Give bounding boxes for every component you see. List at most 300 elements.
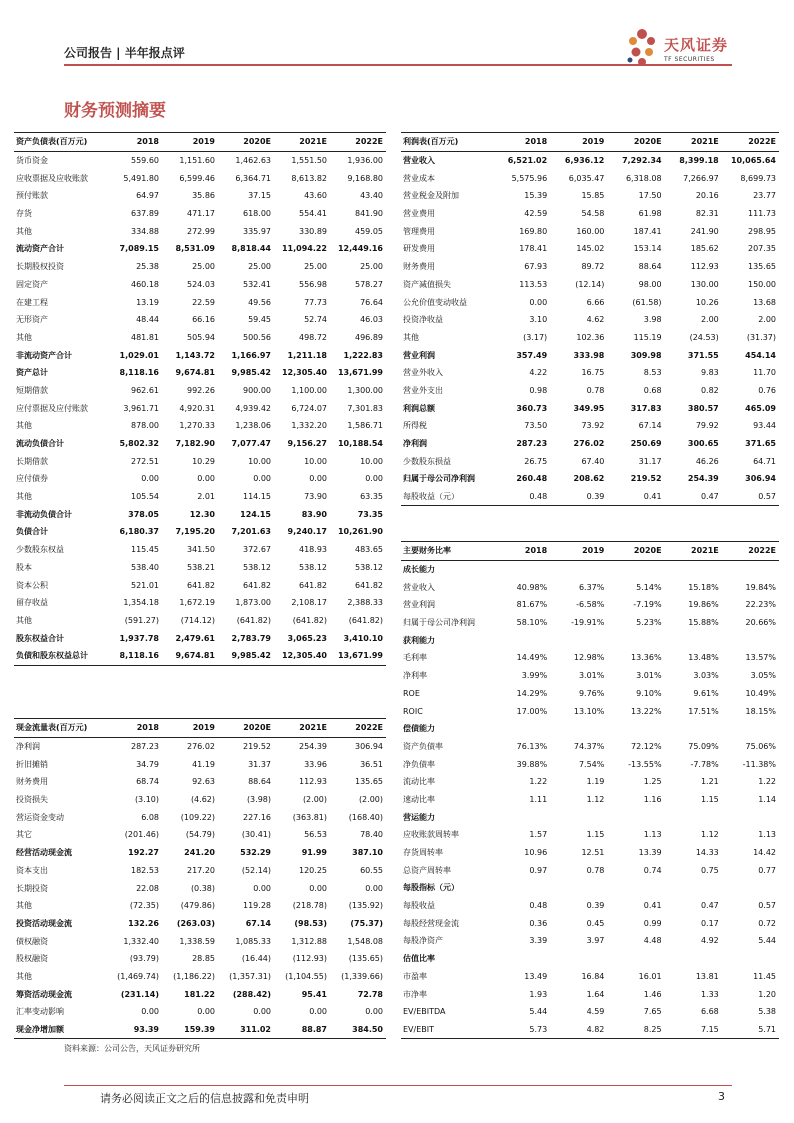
cell-value: 67.40 bbox=[581, 456, 605, 466]
table-row bbox=[401, 985, 779, 1003]
cell-value: 105.54 bbox=[131, 492, 159, 502]
cell-value: 12,305.40 bbox=[281, 368, 327, 378]
cell-value: 1,100.00 bbox=[291, 385, 327, 395]
cell-value: 13,671.99 bbox=[330, 647, 386, 665]
cash-flow-table bbox=[14, 718, 386, 1039]
cell-value: 0.48 bbox=[493, 488, 550, 506]
row-label: 长期借款 bbox=[16, 456, 48, 466]
column-header: 2019 bbox=[162, 133, 218, 152]
cell-value: 63.35 bbox=[360, 492, 383, 502]
cell-value: 42.59 bbox=[524, 209, 548, 219]
cell-value: 33.96 bbox=[304, 759, 327, 769]
row-label: 市盈率 bbox=[403, 971, 427, 981]
cell-value: 7,201.63 bbox=[231, 527, 271, 537]
cell-value: 13.10% bbox=[573, 706, 605, 716]
cell-value: -7.19% bbox=[633, 600, 662, 610]
cell-value: 13.57% bbox=[745, 653, 776, 663]
table-row bbox=[14, 1021, 386, 1039]
row-label: 折旧摊销 bbox=[16, 759, 48, 769]
cell-value: 538.12 bbox=[243, 562, 271, 572]
cell-value: 538.40 bbox=[131, 562, 159, 572]
cell-value: 1,270.33 bbox=[179, 421, 215, 431]
table-row bbox=[401, 667, 779, 685]
row-label: 应收票据及应收账款 bbox=[16, 173, 88, 183]
row-label: 筹资活动现金流 bbox=[16, 989, 72, 999]
row-label: 营业收入 bbox=[403, 582, 435, 592]
cell-value: 1,143.72 bbox=[175, 350, 215, 360]
cell-value: 378.05 bbox=[128, 509, 159, 519]
cell-value: (24.53) bbox=[689, 332, 719, 342]
row-label: 少数股东权益 bbox=[16, 545, 64, 555]
table-row bbox=[401, 897, 779, 915]
table-title: 现金流量表(百万元) bbox=[14, 719, 106, 738]
cell-value bbox=[665, 879, 722, 897]
cell-value bbox=[493, 879, 550, 897]
table-row bbox=[14, 364, 386, 382]
cell-value: 7,195.20 bbox=[175, 527, 215, 537]
column-header: 2022E bbox=[330, 133, 386, 152]
income_statement-grid bbox=[401, 132, 779, 506]
cell-value: 0.17 bbox=[700, 918, 719, 928]
cell-value: 0.00 bbox=[253, 1007, 271, 1017]
cell-value: 5.73 bbox=[493, 1021, 550, 1039]
cell-value: 219.52 bbox=[630, 474, 662, 484]
table-row bbox=[401, 452, 779, 470]
cell-value: 0.00 bbox=[253, 883, 271, 893]
cell-value bbox=[550, 879, 607, 897]
cell-value: 73.90 bbox=[304, 492, 327, 502]
row-label: 汇率变动影响 bbox=[16, 1007, 64, 1017]
cell-value: 10,065.64 bbox=[730, 156, 776, 166]
row-label: 非流动负债合计 bbox=[16, 509, 72, 519]
cell-value: 13.39 bbox=[638, 848, 662, 858]
cell-value: 371.55 bbox=[687, 350, 719, 360]
cell-value: 335.97 bbox=[243, 226, 271, 236]
cell-value: 111.73 bbox=[748, 209, 776, 219]
cell-value bbox=[607, 720, 664, 738]
cell-value: 460.18 bbox=[131, 279, 159, 289]
row-label: 每股收益（元） bbox=[401, 488, 493, 506]
cell-value: 1,332.40 bbox=[123, 936, 159, 946]
cell-value bbox=[665, 560, 722, 578]
cell-value: 371.65 bbox=[745, 439, 776, 449]
cell-value: 4,939.42 bbox=[235, 403, 271, 413]
cell-value: 76.64 bbox=[360, 297, 383, 307]
table-row bbox=[401, 329, 779, 347]
cell-value: 521.01 bbox=[131, 580, 159, 590]
row-label: 少数股东损益 bbox=[403, 456, 451, 466]
cell-value: 13.36% bbox=[631, 653, 662, 663]
cell-value: 641.82 bbox=[243, 580, 271, 590]
cell-value: 0.41 bbox=[607, 488, 664, 506]
cell-value: 67.93 bbox=[524, 262, 548, 272]
cell-value: 9.83 bbox=[700, 368, 719, 378]
cell-value bbox=[665, 808, 722, 826]
cell-value: (4.62) bbox=[190, 795, 215, 805]
cell-value bbox=[722, 808, 779, 826]
cell-value: 287.23 bbox=[131, 742, 159, 752]
cell-value: 88.64 bbox=[638, 262, 662, 272]
cell-value: 3.97 bbox=[586, 936, 605, 946]
cell-value: 77.73 bbox=[304, 297, 327, 307]
cell-value: 0.00 bbox=[529, 297, 548, 307]
cell-value: 19.84% bbox=[745, 582, 776, 592]
cell-value: 41.19 bbox=[192, 759, 215, 769]
table-row bbox=[14, 293, 386, 311]
cell-value: (714.12) bbox=[180, 615, 215, 625]
cell-value: 3,961.71 bbox=[123, 403, 159, 413]
cell-value: 6,035.47 bbox=[568, 173, 605, 183]
cell-value: 124.15 bbox=[240, 509, 271, 519]
cell-value: 130.00 bbox=[690, 279, 719, 289]
cell-value: 219.52 bbox=[243, 742, 271, 752]
cell-value: (93.79) bbox=[129, 954, 159, 964]
row-label: 管理费用 bbox=[403, 226, 435, 236]
cell-value: 0.47 bbox=[700, 901, 719, 911]
cell-value: 1.22 bbox=[529, 777, 548, 787]
row-label: 市净率 bbox=[403, 989, 427, 999]
cell-value: 309.98 bbox=[630, 350, 662, 360]
cell-value: 46.26 bbox=[695, 456, 719, 466]
cell-value: 0.47 bbox=[665, 488, 722, 506]
cell-value: 169.80 bbox=[519, 226, 548, 236]
cell-value: 5.14% bbox=[636, 582, 662, 592]
table-row bbox=[401, 791, 779, 809]
cell-value: 618.00 bbox=[243, 209, 271, 219]
cell-value: 178.41 bbox=[519, 244, 548, 254]
cell-value: 841.90 bbox=[355, 209, 383, 219]
cell-value: (1,339.66) bbox=[341, 971, 383, 981]
cell-value: 276.02 bbox=[573, 439, 605, 449]
cell-value: 1.12 bbox=[700, 830, 719, 840]
cell-value: 68.74 bbox=[136, 777, 159, 787]
cell-value: 35.86 bbox=[192, 191, 215, 201]
cell-value: 9.76% bbox=[578, 688, 605, 698]
cell-value: 8,118.16 bbox=[119, 368, 159, 378]
cell-value: 227.16 bbox=[243, 812, 271, 822]
row-label: 营业费用 bbox=[403, 209, 435, 219]
row-label: 现金净增加额 bbox=[14, 1021, 106, 1039]
cell-value: 9.10% bbox=[636, 688, 662, 698]
cell-value: 4,920.31 bbox=[179, 403, 215, 413]
cell-value: (16.44) bbox=[241, 954, 271, 964]
cell-value: 76.13% bbox=[516, 741, 548, 751]
cell-value: 115.19 bbox=[633, 332, 662, 342]
row-label: 总资产周转率 bbox=[403, 865, 451, 875]
table-row bbox=[401, 169, 779, 187]
cell-value: 72.78 bbox=[357, 989, 383, 999]
cell-value: 64.71 bbox=[753, 456, 776, 466]
row-label: 财务费用 bbox=[403, 262, 435, 272]
cell-value: 10.29 bbox=[192, 456, 215, 466]
table-row bbox=[401, 844, 779, 862]
cell-value: 330.89 bbox=[299, 226, 327, 236]
cell-value: 25.00 bbox=[304, 262, 327, 272]
cell-value: 34.79 bbox=[136, 759, 159, 769]
table-row bbox=[401, 950, 779, 968]
table-row bbox=[14, 862, 386, 880]
table-row bbox=[14, 594, 386, 612]
table-header-row bbox=[14, 719, 386, 738]
cell-value bbox=[550, 560, 607, 578]
cell-value: 0.00 bbox=[253, 474, 271, 484]
row-label: ROE bbox=[403, 688, 420, 698]
row-label: 长期投资 bbox=[16, 883, 48, 893]
cell-value: 334.88 bbox=[131, 226, 159, 236]
cell-value: 3.99% bbox=[521, 671, 548, 681]
cell-value: 559.60 bbox=[131, 156, 159, 166]
table-row bbox=[401, 596, 779, 614]
cell-value: 317.83 bbox=[630, 403, 662, 413]
table-row bbox=[401, 222, 779, 240]
cell-value: 1.11 bbox=[529, 794, 548, 804]
cell-value: 6.68 bbox=[700, 1007, 719, 1017]
cell-value: 3,410.10 bbox=[343, 633, 383, 643]
source-note: 资料来源：公司公告，天风证券研究所 bbox=[64, 1044, 200, 1053]
table-row bbox=[14, 808, 386, 826]
table-row bbox=[401, 720, 779, 738]
income-statement-table bbox=[401, 132, 779, 506]
cell-value: 1.25 bbox=[643, 777, 662, 787]
cell-value: 349.95 bbox=[573, 403, 605, 413]
cell-value: 9,674.81 bbox=[162, 647, 218, 665]
cell-value: 2,388.33 bbox=[347, 598, 383, 608]
cell-value: 4.22 bbox=[529, 368, 548, 378]
cell-value bbox=[493, 720, 550, 738]
cell-value: (3.10) bbox=[134, 795, 159, 805]
column-header: 2022E bbox=[330, 719, 386, 738]
section-title: 财务预测摘要 bbox=[64, 101, 166, 121]
cell-value: 22.08 bbox=[136, 883, 159, 893]
cell-value: (54.79) bbox=[185, 830, 215, 840]
cell-value: 524.03 bbox=[187, 279, 215, 289]
column-header: 2018 bbox=[106, 133, 162, 152]
cell-value: 46.03 bbox=[360, 315, 383, 325]
table-row bbox=[14, 276, 386, 294]
cell-value: 60.55 bbox=[360, 865, 383, 875]
cell-value bbox=[607, 631, 664, 649]
cell-value: 0.72 bbox=[758, 918, 776, 928]
row-label: 股本 bbox=[16, 562, 32, 572]
cell-value: 14.49% bbox=[516, 653, 548, 663]
cell-value bbox=[722, 720, 779, 738]
cell-value: 2,783.79 bbox=[231, 633, 271, 643]
row-label: 经营活动现金流 bbox=[16, 848, 72, 858]
cell-value: 15.85 bbox=[581, 191, 605, 201]
cell-value: 260.48 bbox=[516, 474, 548, 484]
table-row bbox=[14, 258, 386, 276]
cell-value: 900.00 bbox=[243, 385, 271, 395]
table-row bbox=[401, 968, 779, 986]
cell-value: (641.82) bbox=[292, 615, 327, 625]
cell-value: 159.39 bbox=[162, 1021, 218, 1039]
cell-value: 254.39 bbox=[299, 742, 327, 752]
cell-value: 5.23% bbox=[636, 618, 662, 628]
cell-value: 18.15% bbox=[745, 706, 776, 716]
cell-value: 113.53 bbox=[519, 279, 548, 289]
cell-value: 311.02 bbox=[218, 1021, 274, 1039]
cell-value bbox=[722, 631, 779, 649]
logo-text-en: TF SECURITIES bbox=[664, 56, 715, 63]
cell-value: 9,985.42 bbox=[231, 368, 271, 378]
cell-value: 10.26 bbox=[695, 297, 719, 307]
cell-value: 20.66% bbox=[745, 618, 776, 628]
cell-value: 357.49 bbox=[516, 350, 548, 360]
cell-value: 0.82 bbox=[700, 385, 719, 395]
table-row bbox=[401, 826, 779, 844]
cell-value: 7,266.97 bbox=[683, 173, 719, 183]
cell-value: 52.74 bbox=[304, 315, 327, 325]
cell-value: (75.37) bbox=[350, 918, 383, 928]
cell-value: 7,292.34 bbox=[622, 156, 662, 166]
table-row bbox=[401, 879, 779, 897]
cell-value: 9,156.27 bbox=[287, 439, 327, 449]
table-row bbox=[14, 755, 386, 773]
table-row bbox=[14, 791, 386, 809]
table-row bbox=[14, 151, 386, 169]
cell-value: 0.76 bbox=[758, 385, 776, 395]
cell-value: 40.98% bbox=[516, 582, 548, 592]
cell-value: 22.59 bbox=[192, 297, 215, 307]
row-label: 每股净资产 bbox=[403, 936, 443, 946]
table-row bbox=[401, 631, 779, 649]
cell-value: 372.67 bbox=[243, 545, 271, 555]
cell-value bbox=[493, 560, 550, 578]
cell-value: 3.10 bbox=[529, 315, 548, 325]
cell-value: 31.37 bbox=[248, 759, 271, 769]
report-type-title: 公司报告 | 半年报点评 bbox=[64, 46, 185, 60]
table-row bbox=[401, 293, 779, 311]
cell-value: 1.15 bbox=[700, 794, 719, 804]
cell-value: 12,449.16 bbox=[337, 244, 383, 254]
cell-value: 13.49 bbox=[524, 971, 548, 981]
table-row bbox=[401, 311, 779, 329]
cell-value: 9,168.80 bbox=[347, 173, 383, 183]
row-label: 预付账款 bbox=[16, 191, 48, 201]
cell-value: 0.00 bbox=[365, 474, 383, 484]
cell-value: (0.38) bbox=[190, 883, 215, 893]
cell-value: 1.19 bbox=[586, 777, 605, 787]
cell-value: 81.67% bbox=[516, 600, 548, 610]
cell-value: 254.39 bbox=[687, 474, 719, 484]
cell-value: (288.42) bbox=[232, 989, 271, 999]
cell-value: 0.39 bbox=[586, 901, 605, 911]
cell-value: 5,491.80 bbox=[123, 173, 159, 183]
cell-value: 641.82 bbox=[187, 580, 215, 590]
cell-value: 12,305.40 bbox=[274, 647, 330, 665]
row-label: 长期股权投资 bbox=[16, 262, 64, 272]
cell-value: 538.21 bbox=[187, 562, 215, 572]
table-row bbox=[14, 1003, 386, 1021]
table-title: 利润表(百万元) bbox=[401, 133, 493, 152]
cell-value: 0.74 bbox=[643, 865, 662, 875]
page-number: 3 bbox=[718, 1090, 725, 1103]
table-row bbox=[401, 435, 779, 453]
cell-value: 10.00 bbox=[304, 456, 327, 466]
cell-value: -6.58% bbox=[576, 600, 605, 610]
cell-value: 1,937.78 bbox=[119, 633, 159, 643]
cell-value: 6,318.08 bbox=[625, 173, 662, 183]
cell-value: 0.39 bbox=[550, 488, 607, 506]
cell-value: 0.00 bbox=[141, 474, 159, 484]
cell-value: 10.49% bbox=[745, 688, 776, 698]
table-row bbox=[14, 205, 386, 223]
cell-value bbox=[665, 720, 722, 738]
cell-value: 454.14 bbox=[745, 350, 776, 360]
cell-value: 360.73 bbox=[516, 403, 548, 413]
cell-value: (3.98) bbox=[246, 795, 271, 805]
table-row bbox=[401, 151, 779, 169]
cell-value: 496.89 bbox=[355, 332, 383, 342]
cell-value: 0.36 bbox=[529, 918, 548, 928]
cell-value: 160.00 bbox=[576, 226, 605, 236]
cell-value: 67.14 bbox=[245, 918, 271, 928]
column-header: 2018 bbox=[493, 133, 550, 152]
cell-value: (1,469.74) bbox=[117, 971, 159, 981]
cell-value: 11.45 bbox=[753, 971, 776, 981]
cell-value bbox=[550, 720, 607, 738]
cell-value: 1,354.18 bbox=[123, 598, 159, 608]
balance-sheet-table bbox=[14, 132, 386, 666]
table-row bbox=[401, 258, 779, 276]
row-label: 营业税金及附加 bbox=[403, 191, 459, 201]
cell-value bbox=[550, 950, 607, 968]
cell-value: 208.62 bbox=[573, 474, 605, 484]
cell-value bbox=[493, 950, 550, 968]
cell-value: 7,182.90 bbox=[175, 439, 215, 449]
cell-value: 0.78 bbox=[586, 865, 605, 875]
cell-value: 5.38 bbox=[758, 1007, 776, 1017]
cell-value: 185.62 bbox=[690, 244, 719, 254]
row-label: 偿债能力 bbox=[403, 724, 435, 734]
cell-value: 16.84 bbox=[581, 971, 605, 981]
row-label: 营运资金变动 bbox=[16, 812, 64, 822]
cell-value: (52.14) bbox=[241, 865, 271, 875]
cell-value: 556.98 bbox=[299, 279, 327, 289]
cell-value: 26.75 bbox=[524, 456, 548, 466]
cell-value: 79.92 bbox=[695, 421, 719, 431]
cell-value: 459.05 bbox=[355, 226, 383, 236]
cell-value: 2.01 bbox=[197, 492, 215, 502]
cell-value: 0.98 bbox=[529, 385, 548, 395]
cell-value: 13.19 bbox=[136, 297, 159, 307]
row-label: EV/EBITDA bbox=[403, 1007, 446, 1017]
row-label: 归属于母公司净利润 bbox=[403, 474, 475, 484]
table-row bbox=[401, 205, 779, 223]
cell-value: 0.78 bbox=[586, 385, 605, 395]
cell-value: 641.82 bbox=[299, 580, 327, 590]
cell-value: 11,094.22 bbox=[281, 244, 327, 254]
header-divider bbox=[64, 64, 732, 66]
column-header: 2018 bbox=[493, 542, 550, 561]
cell-value: 481.81 bbox=[131, 332, 159, 342]
table-row bbox=[14, 417, 386, 435]
cell-value: 554.41 bbox=[299, 209, 327, 219]
cell-value: 7.15 bbox=[665, 1021, 722, 1039]
cell-value: 31.17 bbox=[638, 456, 662, 466]
table-row bbox=[401, 773, 779, 791]
key_ratios-grid bbox=[401, 541, 779, 1039]
cell-value: 505.94 bbox=[187, 332, 215, 342]
cell-value: 0.45 bbox=[586, 918, 605, 928]
cell-value: 3.39 bbox=[529, 936, 548, 946]
row-label: 留存收益 bbox=[16, 598, 48, 608]
cell-value: 637.89 bbox=[131, 209, 159, 219]
table-row bbox=[401, 346, 779, 364]
cell-value: 75.06% bbox=[745, 741, 776, 751]
cell-value: 4.82 bbox=[550, 1021, 607, 1039]
cell-value: 12.98% bbox=[573, 653, 605, 663]
